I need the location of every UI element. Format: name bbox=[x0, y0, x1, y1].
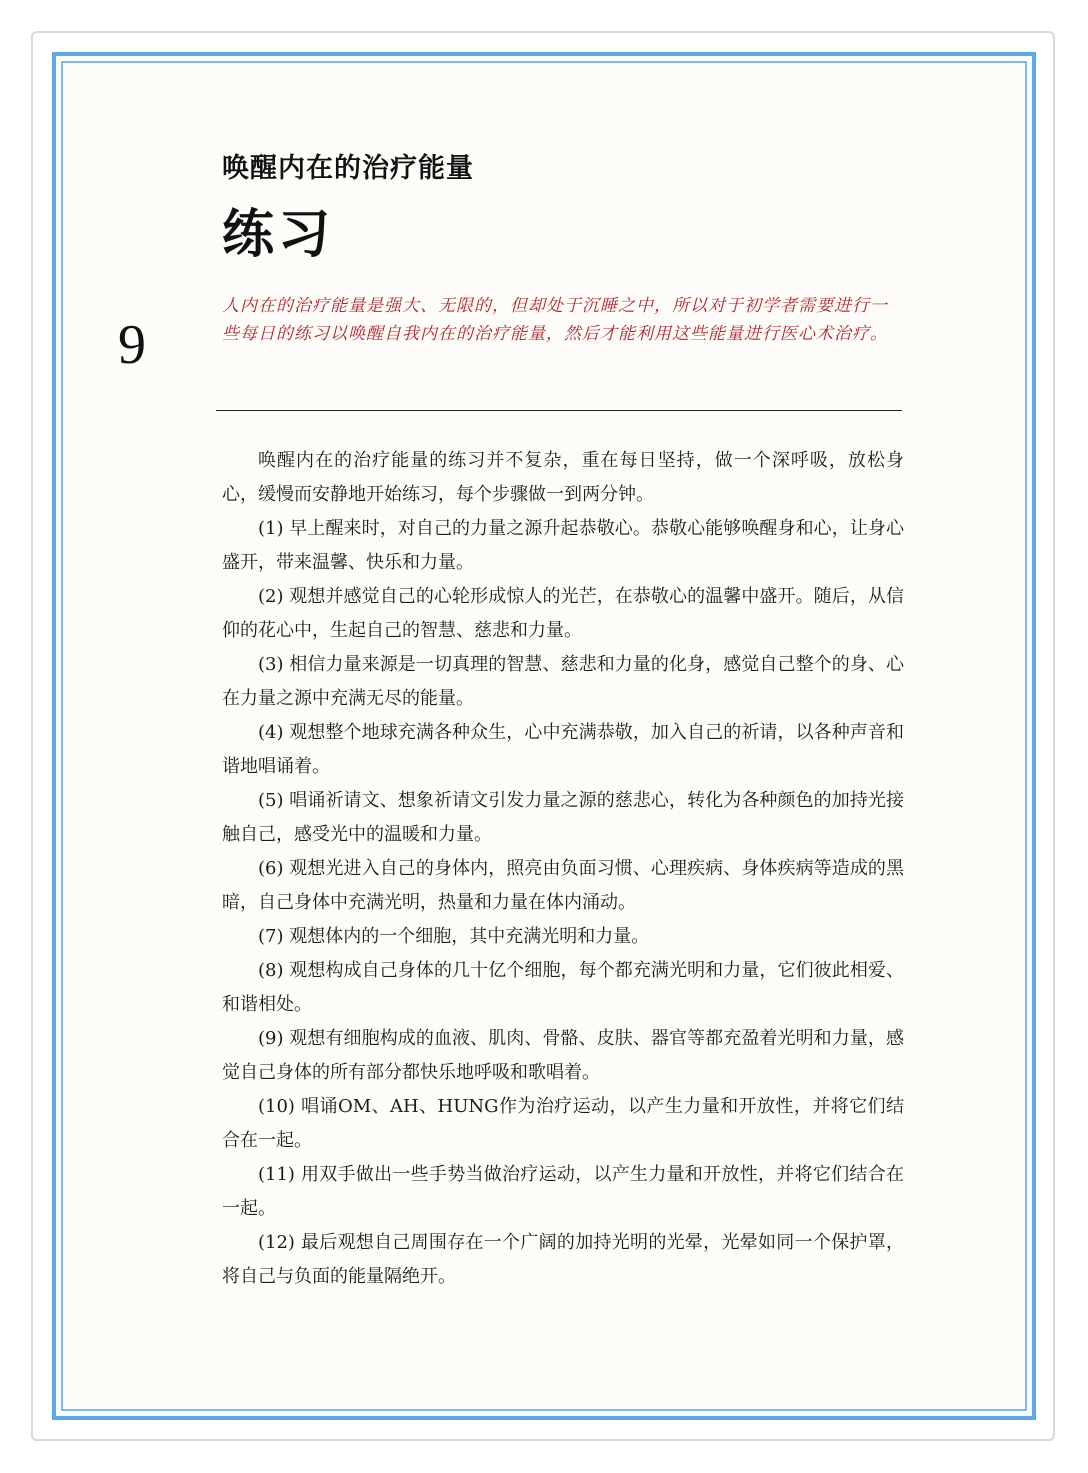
step-4: (4) 观想整个地球充满各种众生，心中充满恭敬，加入自己的祈请，以各种声音和谐地唱诵着。 bbox=[222, 722, 904, 777]
page-title: 练习 bbox=[222, 205, 335, 265]
step-10: (10) 唱诵OM、AH、HUNG作为治疗运动，以产生力量和开放性，并将它们结合在一起。 bbox=[222, 1096, 904, 1151]
step-12: (12) 最后观想自己周围存在一个广阔的加持光明的光晕，光晕如同一个保护罩，将自己与负面的能量隔绝开。 bbox=[222, 1232, 904, 1287]
body-text bbox=[222, 444, 904, 1294]
step-5: (5) 唱诵祈请文、想象祈请文引发力量之源的慈悲心，转化为各种颜色的加持光接触自己，感受光中的温暖和力量。 bbox=[222, 790, 904, 845]
chapter-number: 9 bbox=[118, 314, 146, 376]
intro-paragraph: 人内在的治疗能量是强大、无限的，但却处于沉睡之中，所以对于初学者需要进行一些每日的练习以唤醒自我内在的治疗能量，然后才能利用这些能量进行医心术治疗。 bbox=[222, 296, 888, 344]
step-2: (2) 观想并感觉自己的心轮形成惊人的光芒，在恭敬心的温馨中盛开。随后，从信仰的花心中，生起自己的智慧、慈悲和力量。 bbox=[222, 586, 904, 641]
section-subtitle: 唤醒内在的治疗能量 bbox=[222, 153, 474, 184]
step-1: (1) 早上醒来时，对自己的力量之源升起恭敬心。恭敬心能够唤醒身和心，让身心盛开，带来温馨、快乐和力量。 bbox=[222, 518, 904, 573]
step-6: (6) 观想光进入自己的身体内，照亮由负面习惯、心理疾病、身体疾病等造成的黑暗，自己身体中充满光明，热量和力量在体内涌动。 bbox=[222, 858, 904, 913]
step-7: (7) 观想体内的一个细胞，其中充满光明和力量。 bbox=[258, 926, 650, 947]
paragraph-intro: 唤醒内在的治疗能量的练习并不复杂，重在每日坚持，做一个深呼吸，放松身心，缓慢而安静地开始练习，每个步骤做一到两分钟。 bbox=[222, 450, 904, 505]
divider-line bbox=[216, 410, 902, 411]
step-9: (9) 观想有细胞构成的血液、肌肉、骨骼、皮肤、器官等都充盈着光明和力量，感觉自己身体的所有部分都快乐地呼吸和歌唱着。 bbox=[222, 1028, 904, 1083]
step-11: (11) 用双手做出一些手势当做治疗运动，以产生力量和开放性，并将它们结合在一起。 bbox=[222, 1164, 904, 1219]
step-8: (8) 观想构成自己身体的几十亿个细胞，每个都充满光明和力量，它们彼此相爱、和谐相处。 bbox=[222, 960, 904, 1015]
step-3: (3) 相信力量来源是一切真理的智慧、慈悲和力量的化身，感觉自己整个的身、心在力量之源中充满无尽的能量。 bbox=[222, 654, 904, 709]
